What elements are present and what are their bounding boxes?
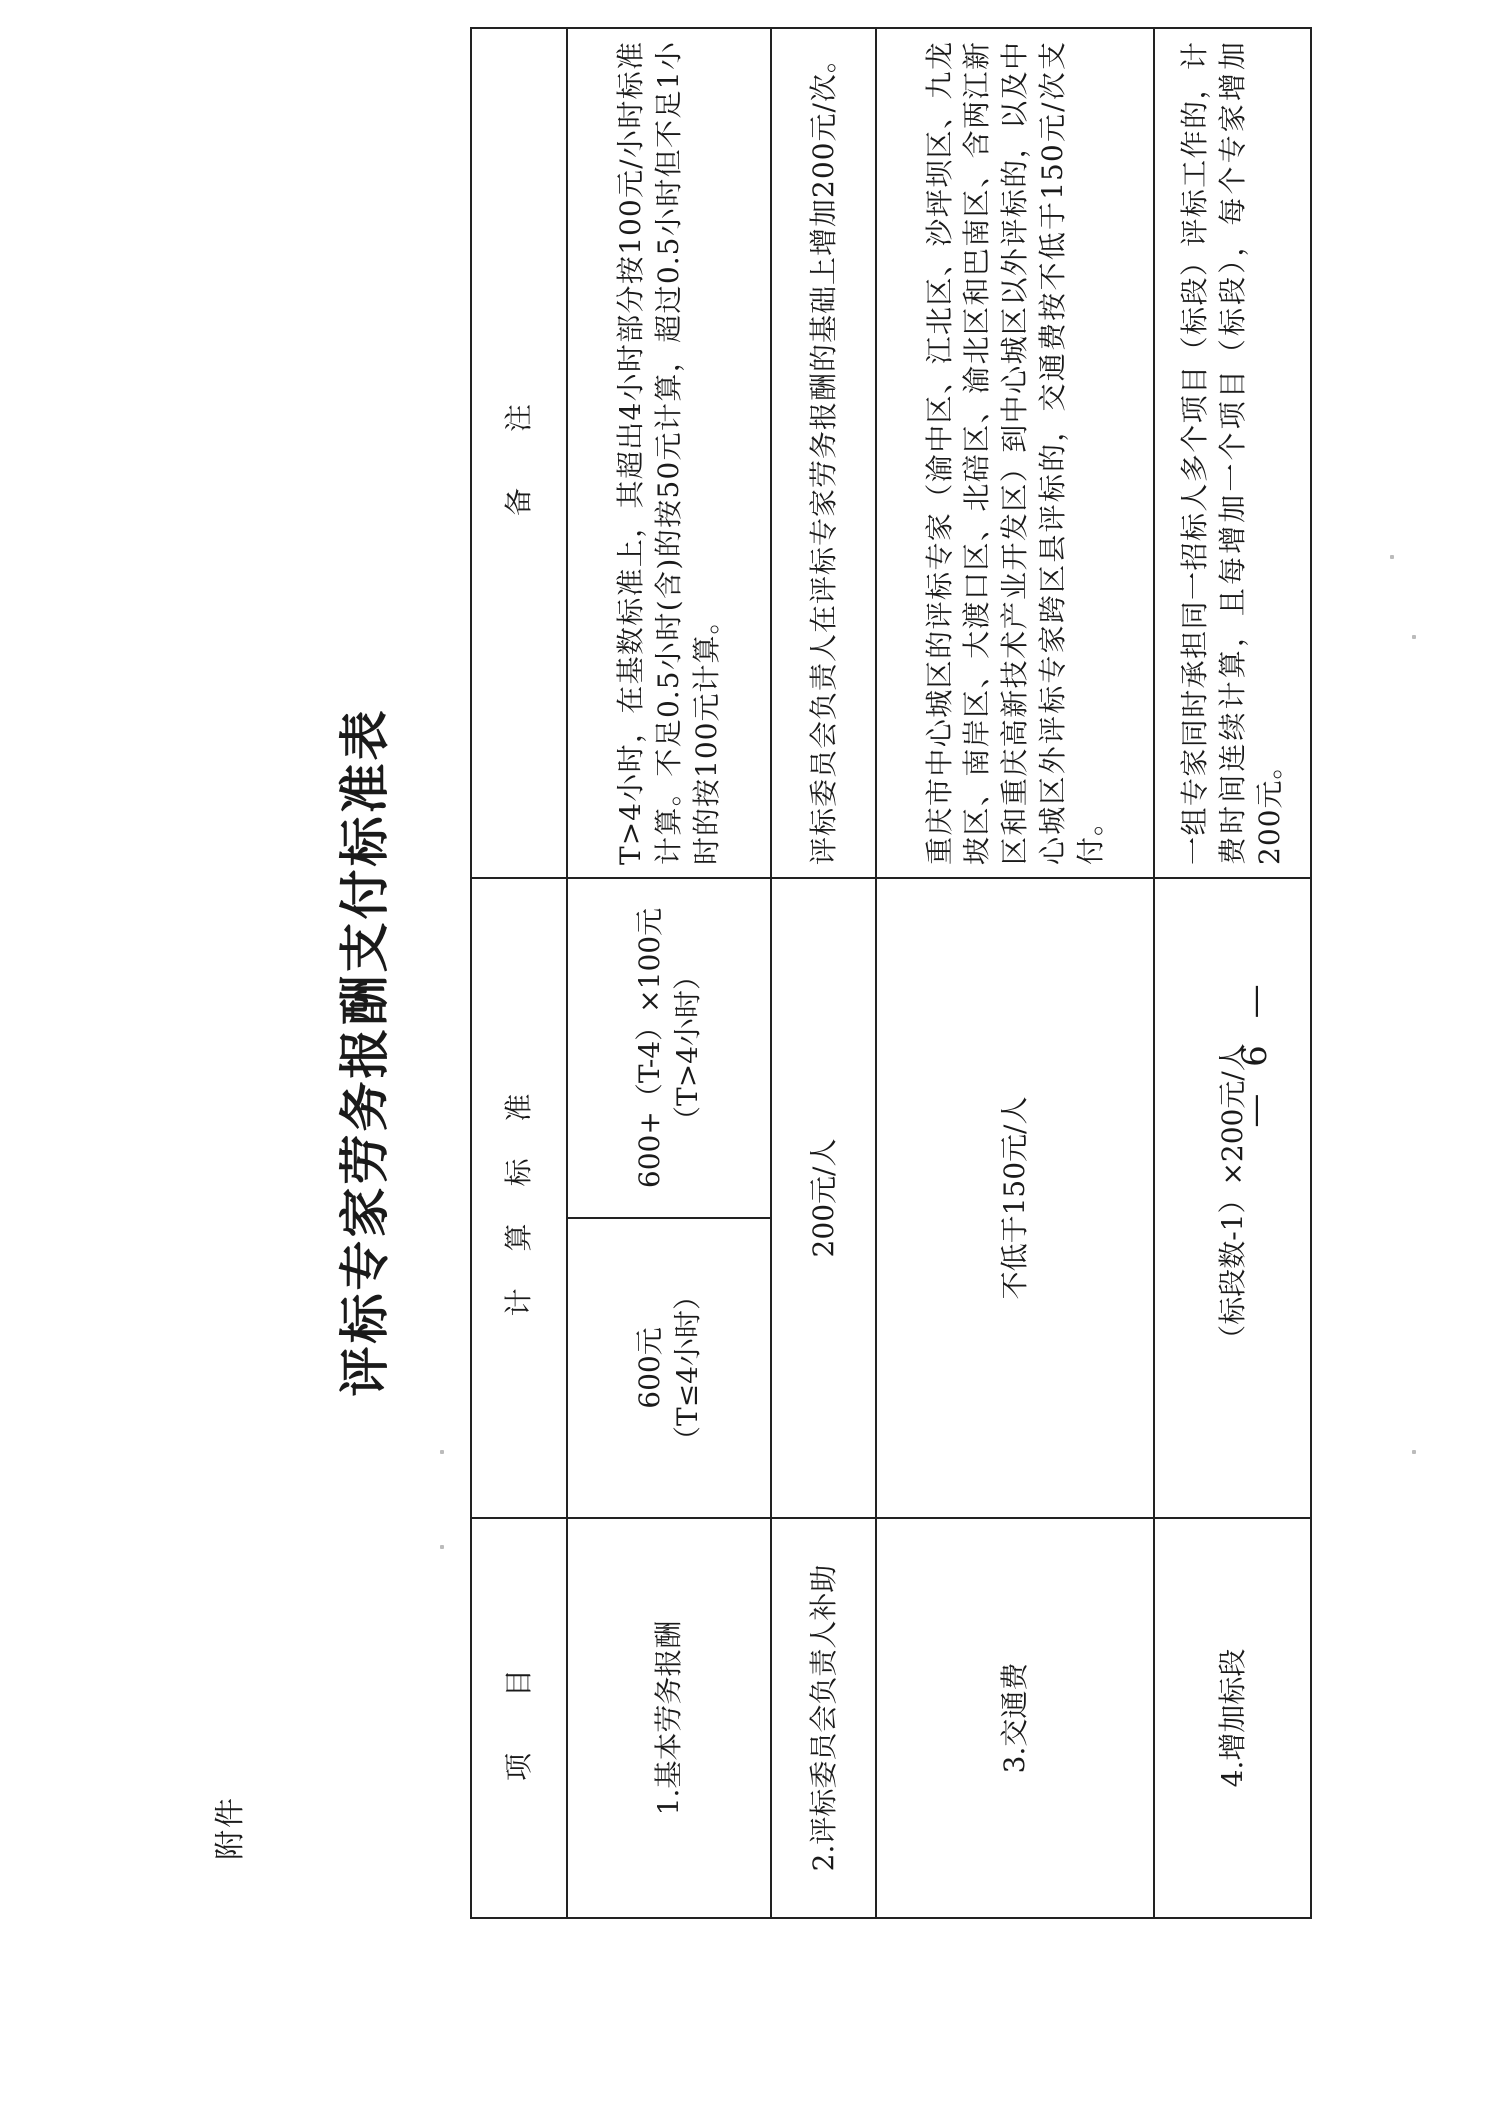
calc-a-line-2: （T≤4小时） — [671, 1282, 704, 1454]
row-note: 评标委员会负责人在评标专家劳务报酬的基础上增加200元/次。 — [771, 28, 876, 878]
payment-standard-table — [470, 27, 1312, 1919]
row-calc: 200元/人 — [771, 878, 876, 1518]
header-calc: 计 算 标 准 — [471, 878, 567, 1518]
row-calc: （标段数-1）×200元/人 — [1154, 878, 1311, 1518]
table-row — [771, 28, 876, 1918]
row-note: 重庆市中心城区的评标专家（渝中区、江北区、沙坪坝区、九龙坡区、南岸区、大渡口区、北碚区、渝北区和巴南区、含两江新区和重庆高新技术产业开发区）到中心城区以外评标的，以及中心城区外评标专家跨区县评标的，交通费按不低于150元/次支付。 — [876, 28, 1154, 878]
row-calc-b — [567, 878, 771, 1218]
row-note: 一组专家同时承担同一招标人多个项目（标段）评标工作的，计费时间连续计算，且每增加一个项目（标段），每个专家增加200元。 — [1154, 28, 1311, 878]
row-note: T>4小时，在基数标准上，其超出4小时部分按100元/小时标准计算。不足0.5小时(含)的按50元计算，超过0.5小时但不足1小时的按100元计算。 — [567, 28, 771, 878]
header-note: 备 注 — [471, 28, 567, 878]
row-item: 1.基本劳务报酬 — [567, 1518, 771, 1918]
table-header-row — [471, 28, 567, 1918]
calc-b-line-1: 600+（T-4）×100元 — [633, 907, 667, 1189]
table-row — [876, 28, 1154, 1918]
table-row — [1154, 28, 1311, 1918]
row-calc-a — [567, 1218, 771, 1518]
calc-a-line-1: 600元 — [633, 1327, 667, 1409]
page-number: — 6 — — [1235, 976, 1275, 1128]
table-row — [567, 28, 771, 1918]
attachment-label: 附件 — [213, 1796, 248, 1860]
calc-b-line-2: （T>4小时） — [671, 962, 704, 1134]
row-item: 4.增加标段 — [1154, 1518, 1311, 1918]
row-item: 3.交通费 — [876, 1518, 1154, 1918]
row-calc: 不低于150元/人 — [876, 878, 1154, 1518]
header-item: 项 目 — [471, 1518, 567, 1918]
page-title: 评标专家劳务报酬支付标准表 — [336, 707, 394, 1397]
row-item: 2.评标委员会负责人补助 — [771, 1518, 876, 1918]
